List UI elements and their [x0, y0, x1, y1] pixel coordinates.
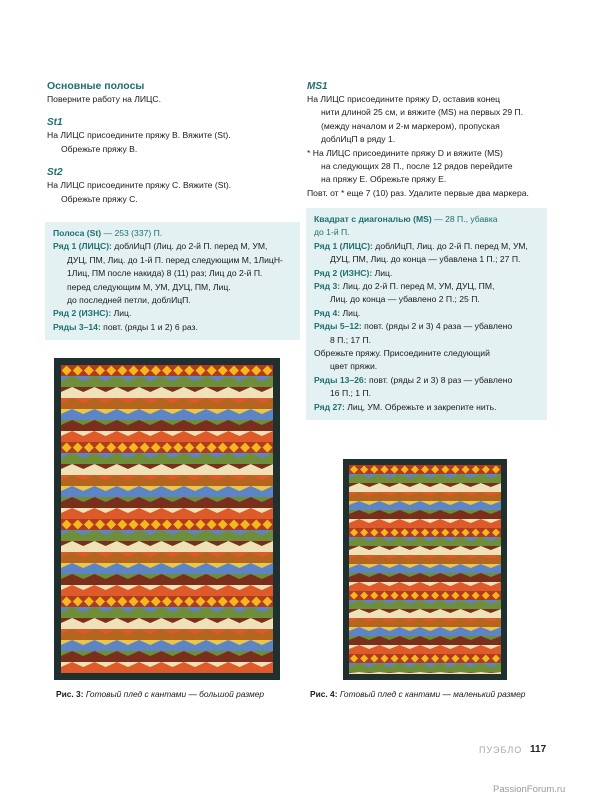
box2-title-rest: — 28 П., убавка [431, 214, 498, 224]
st2-title: St2 [47, 167, 63, 179]
box-title-label: Полоса (St) [53, 228, 102, 238]
box2-row3-text: Лиц. до 2-й П. перед М, УМ, ДУЦ, ПМ, [340, 281, 495, 292]
figure3-caption-label: Рис. 3: [56, 689, 84, 699]
box2-row2-label: Ряд 2 (ИЗНС): [314, 267, 373, 278]
box2-title-line2: до 1-й П. [314, 227, 350, 238]
ms1-line2: нити длиной 25 см, и вяжите (MS) на первых 29 П. [321, 107, 524, 118]
ms1-title: MS1 [307, 81, 328, 92]
box2-row27-text: Лиц, УМ. Обрежьте и закрепите нить. [344, 401, 497, 412]
ms1-line6: на следующих 28 П., после 12 рядов перейдите [321, 161, 513, 172]
row2-text: Лиц. [111, 308, 132, 319]
box2-row1-label: Ряд 1 (ЛИЦС): [314, 240, 373, 251]
row1-text: доблИцП (Лиц. до 2-й П. перед М, УМ, [111, 241, 268, 252]
box-title-rest: — 253 (337) П. [101, 228, 163, 238]
figure4-caption [310, 689, 525, 700]
ms1-line1: На ЛИЦС присоедините пряжу D, оставив конец [307, 94, 501, 104]
row1-line3: 1Лиц, ПМ после накида) 8 (11) раз; Лиц до 2-й П. [67, 268, 263, 279]
figure4-caption-label: Рис. 4: [310, 689, 338, 699]
st1-line2: Обрежьте пряжу B. [61, 143, 138, 154]
box2-row1-line2: ДУЦ, ПМ, Лиц. до конца — убавлена 1 П.; 27 П. [330, 254, 521, 265]
left-column [47, 80, 297, 206]
box2-row3-line2: Лиц. до конца — убавлено 2 П.; 25 П. [330, 294, 480, 305]
row1-line2: ДУЦ, ПМ, Лиц. до 1-й П. перед следующим М, 1ЛицН- [67, 254, 283, 265]
box2-row13-line2: 16 П.; 1 П. [330, 388, 372, 399]
ms1-line3: (между началом и 2-м маркером), пропуская [321, 120, 500, 131]
box2-row4-text: Лиц. [340, 307, 361, 318]
row2-label: Ряд 2 (ИЗНС): [53, 308, 112, 319]
box2-row5-text: повт. (ряды 2 и 3) 4 раза — убавлено [361, 321, 513, 332]
footer-section-title: ПУЭБЛО [479, 745, 523, 755]
row1-line4: перед следующим М, УМ, ДУЦ, ПМ, Лиц. [67, 281, 231, 292]
ms1-line4: доблИцП в ряду 1. [321, 134, 396, 145]
box2-cut-line1: Обрежьте пряжу. Присоедините следующий [314, 348, 490, 359]
st1-title: St1 [47, 117, 63, 129]
box2-row13-label: Ряды 13–26: [314, 374, 367, 385]
row3-text: повт. (ряды 1 и 2) 6 раз. [100, 321, 198, 332]
box2-row4-label: Ряд 4: [314, 307, 341, 318]
watermark: PassionForum.ru [493, 784, 566, 795]
stripe-pattern-box [45, 222, 300, 340]
box2-cut-line2: цвет пряжи. [330, 361, 378, 372]
figure3-caption-text: Готовый плед с кантами — большой размер [83, 689, 265, 699]
box2-row1-text: доблИцП, Лиц. до 2-й П. перед М, УМ, [372, 240, 528, 251]
box2-row27-label: Ряд 27: [314, 401, 345, 412]
box2-title-label: Квадрат с диагональю (MS) [314, 214, 432, 224]
page-number: 117 [530, 744, 547, 755]
st1-line1: На ЛИЦС присоедините пряжу B. Вяжите (St). [47, 130, 231, 141]
blanket-large-figure [54, 358, 280, 680]
row1-line5: до последней петли, доблИцП. [67, 295, 191, 306]
box2-row5-line2: 8 П.; 17 П. [330, 334, 372, 345]
box2-row13-text: повт. (ряды 2 и 3) 8 раз — убавлено [366, 374, 513, 385]
section-heading: Основные полосы [47, 80, 145, 92]
diagonal-square-box [306, 208, 547, 420]
ms1-line8: Повт. от * еще 7 (10) раз. Удалите первые два маркера. [307, 187, 529, 198]
figure4-caption-text: Готовый плед с кантами — маленький размер [337, 689, 526, 699]
box2-row3-label: Ряд 3: [314, 281, 341, 292]
row3-label: Ряды 3–14: [53, 321, 101, 332]
ms1-line5: * На ЛИЦС присоедините пряжу D и вяжите (MS) [307, 147, 503, 158]
row1-label: Ряд 1 (ЛИЦС): [53, 241, 112, 252]
right-column [307, 80, 547, 200]
ms1-line7: на пряжу E. Обрежьте пряжу E. [321, 174, 447, 185]
blanket-small-figure [343, 459, 507, 680]
st2-line2: Обрежьте пряжу C. [61, 193, 138, 204]
st2-line1: На ЛИЦС присоедините пряжу C. Вяжите (St). [47, 180, 232, 191]
figure3-caption [56, 689, 264, 700]
intro-text: Поверните работу на ЛИЦС. [47, 94, 162, 104]
box2-row5-label: Ряды 5–12: [314, 321, 362, 332]
box2-row2-text: Лиц. [372, 267, 393, 278]
